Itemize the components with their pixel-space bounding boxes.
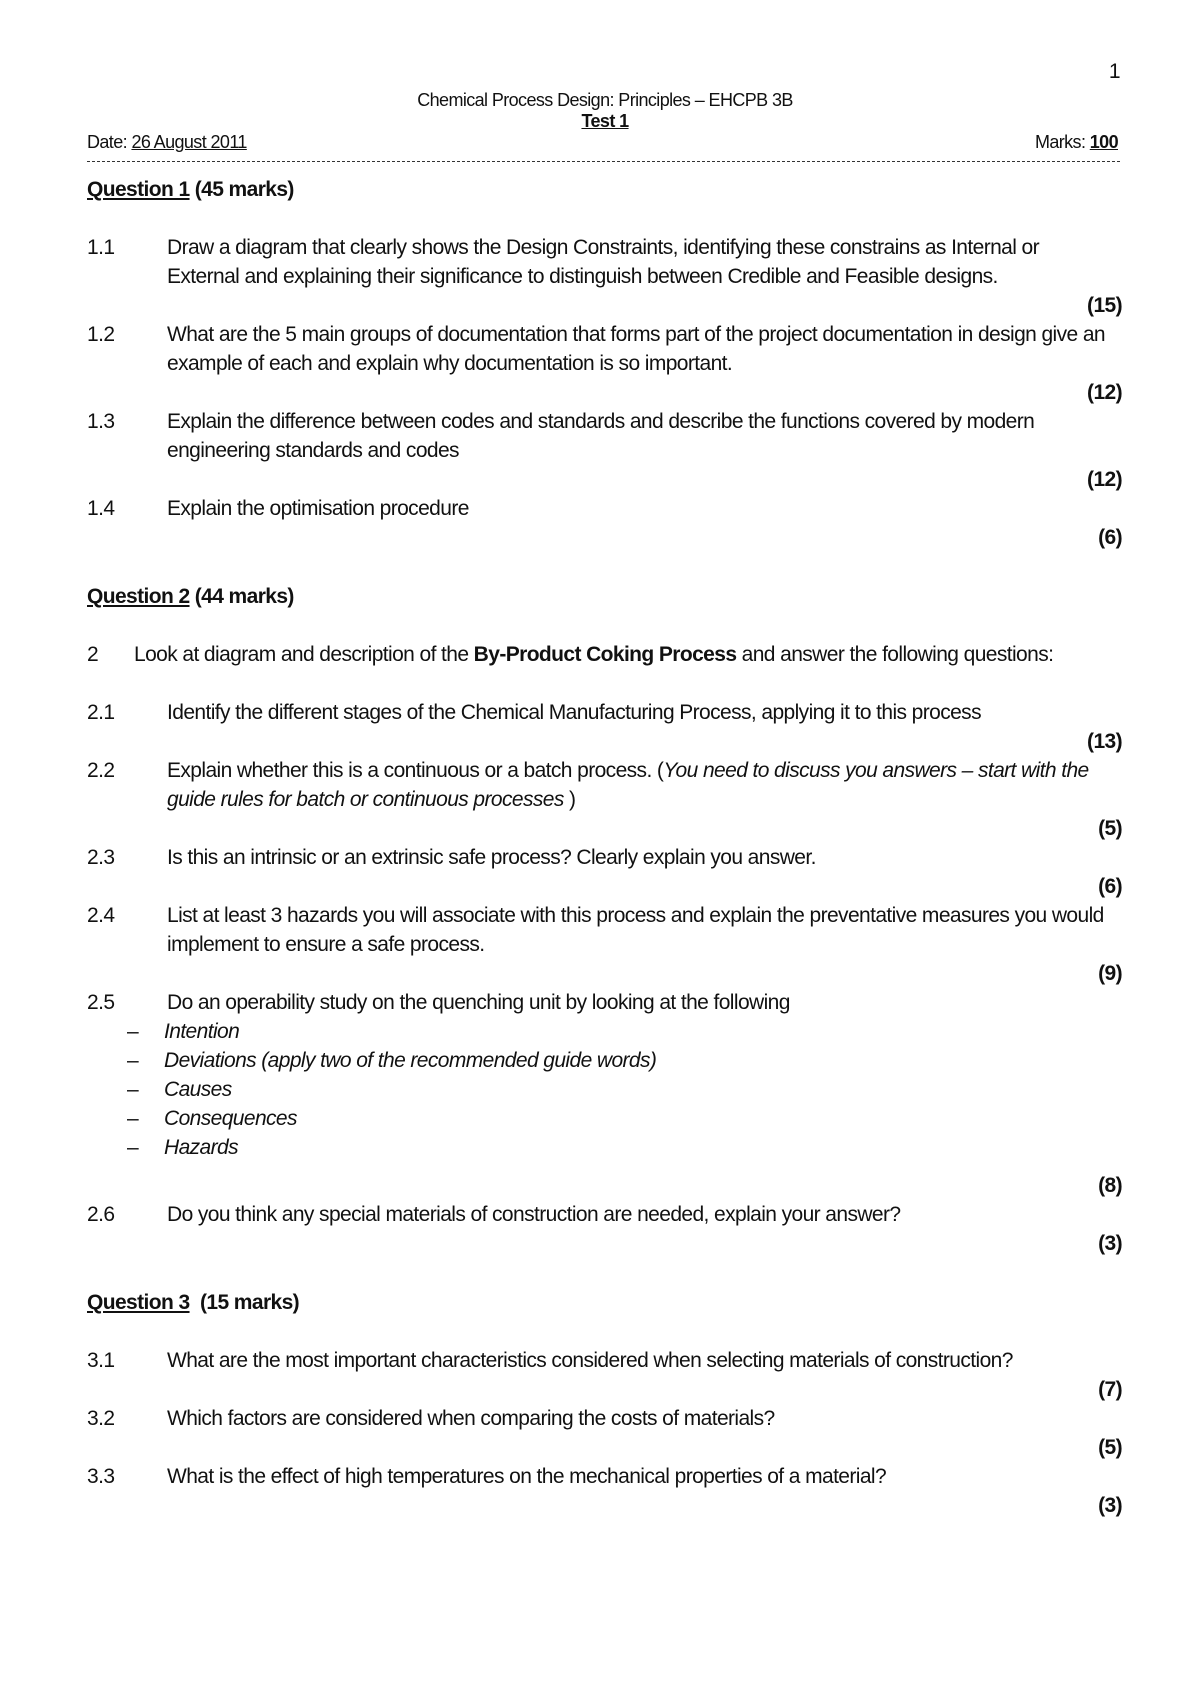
q2-3-text-line1: Is this an intrinsic or an extrinsic safe process? Clearly explain you answer. (167, 846, 816, 869)
bullet-dash: – (127, 1136, 139, 1159)
q3-1-number: 3.1 (87, 1349, 115, 1372)
marks-label: Marks: (1034, 132, 1090, 152)
q2-3-marks: (6) (1098, 875, 1122, 898)
q2-6-marks: (3) (1098, 1232, 1122, 1255)
q1-3-text-line2: engineering standards and codes (167, 439, 459, 462)
q3-3-text-line1: What is the effect of high temperatures on the mechanical properties of a material? (167, 1465, 887, 1488)
q2-4-text-line2: implement to ensure a safe process. (167, 933, 485, 956)
q1-2-text-line2: example of each and explain why documentation is so important. (167, 352, 733, 375)
question-2-marks: (44 marks) (189, 585, 294, 608)
q2-intro-process-name: By-Product Coking Process (473, 643, 737, 666)
q2-intro-text (134, 643, 1053, 667)
q3-3-number: 3.3 (87, 1465, 115, 1488)
date-line (87, 132, 247, 153)
q2-2-text-italic-2: guide rules for batch or continuous processes (167, 788, 564, 811)
q2-5-bullet-deviations: Deviations (apply two of the recommended guide words) (164, 1049, 657, 1072)
question-1-title: Question 1 (87, 178, 190, 201)
q3-3-marks: (3) (1098, 1494, 1122, 1517)
question-3-title: Question 3 (87, 1291, 190, 1314)
q2-1-number: 2.1 (87, 701, 115, 724)
q2-5-bullet-causes: Causes (164, 1078, 232, 1101)
dashed-divider (87, 161, 1120, 162)
q2-intro-post: and answer the following questions: (736, 643, 1054, 666)
q3-1-marks: (7) (1098, 1378, 1122, 1401)
q1-1-marks: (15) (1087, 294, 1122, 317)
total-marks (1035, 132, 1118, 153)
q3-1-text-line1: What are the most important characteristics considered when selecting materials of construction? (167, 1349, 1013, 1372)
course-title: Chemical Process Design: Principles – EHCPB 3B (417, 90, 793, 110)
q3-2-text-line1: Which factors are considered when comparing the costs of materials? (167, 1407, 775, 1430)
q2-2-text-post: ) (563, 788, 576, 811)
q2-2-marks: (5) (1098, 817, 1122, 840)
q1-4-text-line1: Explain the optimisation procedure (167, 497, 469, 520)
q1-1-number: 1.1 (87, 236, 115, 259)
q2-4-text-line1: List at least 3 hazards you will associate with this process and explain the preventative measures you would (167, 904, 1104, 927)
q2-5-marks: (8) (1098, 1174, 1122, 1197)
marks-value: 100 (1089, 132, 1118, 152)
bullet-dash: – (127, 1049, 139, 1072)
question-3-heading (87, 1291, 299, 1315)
q1-3-number: 1.3 (87, 410, 115, 433)
question-2-heading (87, 585, 294, 609)
q1-1-text-line2: External and explaining their significance to distinguish between Credible and Feasible designs. (167, 265, 998, 288)
q3-2-marks: (5) (1098, 1436, 1122, 1459)
q2-6-number: 2.6 (87, 1203, 115, 1226)
q2-4-marks: (9) (1098, 962, 1122, 985)
q2-2-text-italic: You need to discuss you answers – start with the (663, 759, 1089, 782)
question-1-marks: (45 marks) (189, 178, 294, 201)
q1-3-marks: (12) (1087, 468, 1122, 491)
question-2-title: Question 2 (87, 585, 190, 608)
q2-2-text-line2 (167, 788, 575, 812)
q2-5-number: 2.5 (87, 991, 115, 1014)
q2-1-marks: (13) (1087, 730, 1122, 753)
test-title: Test 1 (581, 111, 629, 131)
bullet-dash: – (127, 1107, 139, 1130)
q1-4-number: 1.4 (87, 497, 115, 520)
q2-6-text-line1: Do you think any special materials of construction are needed, explain your answer? (167, 1203, 901, 1226)
q2-5-text-line1: Do an operability study on the quenching unit by looking at the following (167, 991, 790, 1014)
q2-2-text-line1 (167, 759, 1089, 783)
q1-1-text-line1: Draw a diagram that clearly shows the Design Constraints, identifying these constrains as Internal or (167, 236, 1040, 259)
date-value: 26 August 2011 (131, 132, 247, 152)
question-3-marks: (15 marks) (189, 1291, 300, 1314)
q2-1-text-line1: Identify the different stages of the Chemical Manufacturing Process, applying it to this process (167, 701, 981, 724)
page-number: 1 (1108, 60, 1120, 83)
q2-intro-number: 2 (87, 643, 99, 666)
bullet-dash: – (127, 1020, 139, 1043)
q2-2-text-pre: Explain whether this is a continuous or a batch process. ( (167, 759, 664, 782)
q1-4-marks: (6) (1098, 526, 1122, 549)
q1-2-marks: (12) (1087, 381, 1122, 404)
bullet-dash: – (127, 1078, 139, 1101)
q1-3-text-line1: Explain the difference between codes and standards and describe the functions covered by modern (167, 410, 1035, 433)
q2-intro-pre: Look at diagram and description of the (134, 643, 474, 666)
q2-3-number: 2.3 (87, 846, 115, 869)
q2-5-bullet-intention: Intention (164, 1020, 240, 1043)
q3-2-number: 3.2 (87, 1407, 115, 1430)
q2-5-bullet-hazards: Hazards (164, 1136, 238, 1159)
q2-4-number: 2.4 (87, 904, 115, 927)
q2-5-bullet-consequences: Consequences (164, 1107, 297, 1130)
q1-2-number: 1.2 (87, 323, 115, 346)
date-label: Date: (87, 132, 132, 152)
q1-2-text-line1: What are the 5 main groups of documentation that forms part of the project documentation in design give an (167, 323, 1105, 346)
q2-2-number: 2.2 (87, 759, 115, 782)
question-1-heading (87, 178, 294, 202)
